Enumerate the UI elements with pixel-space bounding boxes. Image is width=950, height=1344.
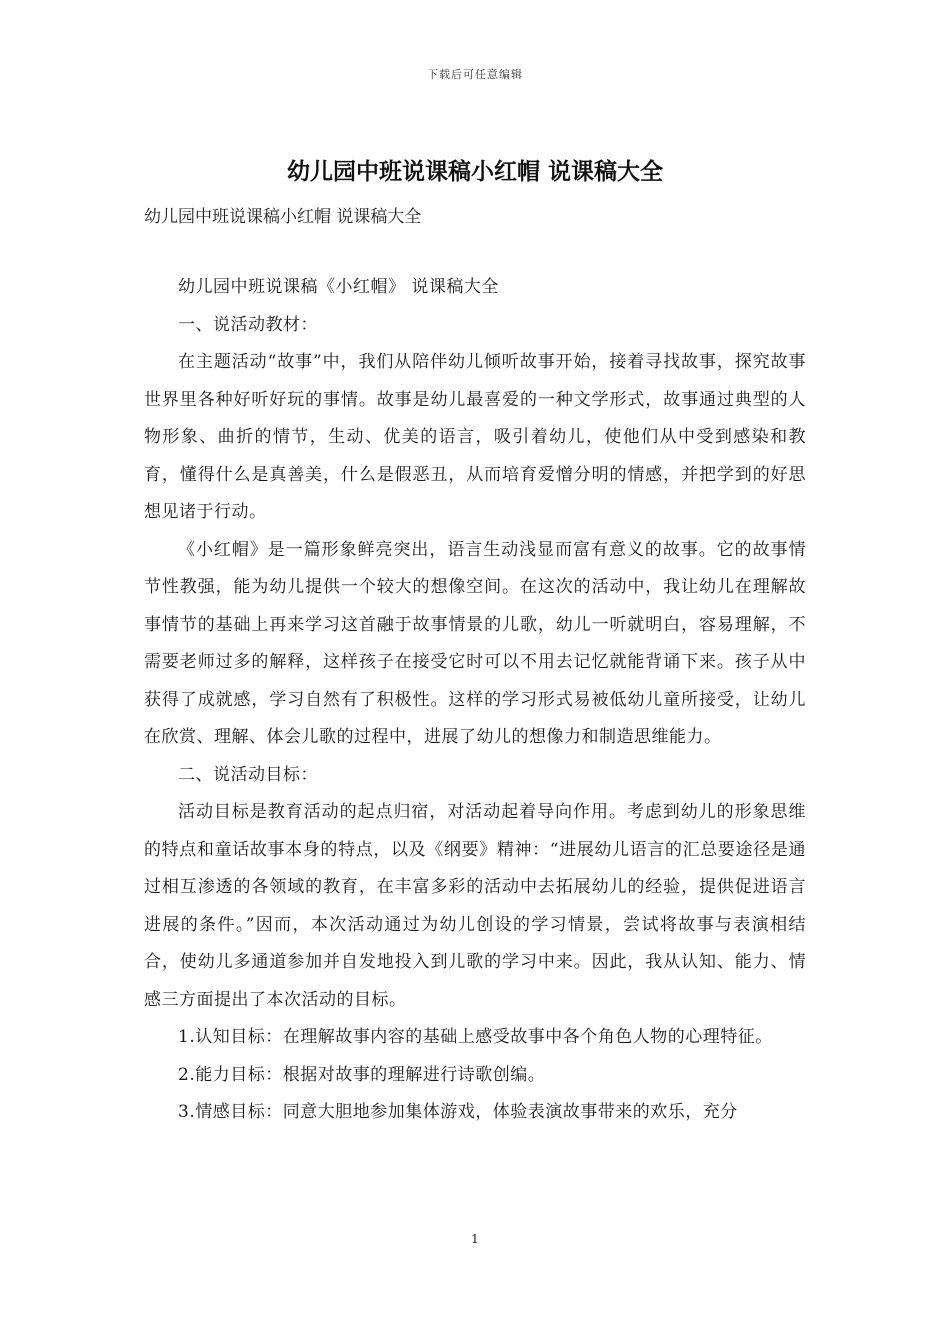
goal-item-emotion: 3.情感目标：同意大胆地参加集体游戏，体验表演故事带来的欢乐，充分 xyxy=(178,1102,738,1122)
document-body xyxy=(144,269,806,1132)
page-number: 1 xyxy=(471,1232,479,1246)
body-paragraph: 活动目标是教育活动的起点归宿，对活动起着导向作用。考虑到幼儿的形象思维的特点和童话故事本身的特点，以及《纲要》精神：“进展幼儿语言的汇总要途径是通过相互渗透的各领域的教育，在丰富多彩的活动中去拓展幼儿的经验，提供促进语言进展的条件。”因而，本次活动通过为幼儿创设的学习情景，尝试将故事与表演相结合，使幼儿多通道参加并自发地投入到儿歌的学习中来。因此，我从认知、能力、情感三方面提出了本次活动的目标。 xyxy=(144,802,806,1010)
goal-item-ability: 2.能力目标：根据对故事的理解进行诗歌创编。 xyxy=(178,1064,546,1085)
body-paragraph: 《小红帽》是一篇形象鲜亮突出，语言生动浅显而富有意义的故事。它的故事情节性教强，能为幼儿提供一个较大的想像空间。在这次的活动中，我让幼儿在理解故事情节的基础上再来学习这首融于故事情景的儿歌，幼儿一听就明白，容易理解，不需要老师过多的解释，这样孩子在接受它时可以不用去记忆就能背诵下来。孩子从中获得了成就感，学习自然有了积极性。这样的学习形式易被低幼儿童所接受，让幼儿在欣赏、理解、体会儿歌的过程中，进展了幼儿的想像力和制造思维能力。 xyxy=(144,539,806,747)
section-heading-materials: 一、说活动教材： xyxy=(178,314,318,335)
goal-item-cognitive: 1.认知目标：在理解故事内容的基础上感受故事中各个角色人物的心理特征。 xyxy=(178,1027,773,1047)
document-title: 幼儿园中班说课稿小红帽 说课稿大全 xyxy=(286,158,663,185)
document-subtitle: 幼儿园中班说课稿小红帽 说课稿大全 xyxy=(144,207,422,227)
section-heading-goals: 二、说活动目标： xyxy=(178,764,318,785)
body-paragraph: 在主题活动“故事”中，我们从陪伴幼儿倾听故事开始，接着寻找故事，探究故事世界里各种好听好玩的事情。故事是幼儿最喜爱的一种文学形式，故事通过典型的人物形象、曲折的情节，生动、优美的语言，吸引着幼儿，使他们从中受到感染和教育，懂得什么是真善美，什么是假恶丑，从而培育爱憎分明的情感，并把学到的好思想见诸于行动。 xyxy=(144,352,806,522)
body-heading-line: 幼儿园中班说课稿《小红帽》 说课稿大全 xyxy=(178,277,499,297)
page-header-note: 下载后可任意编辑 xyxy=(427,68,523,81)
